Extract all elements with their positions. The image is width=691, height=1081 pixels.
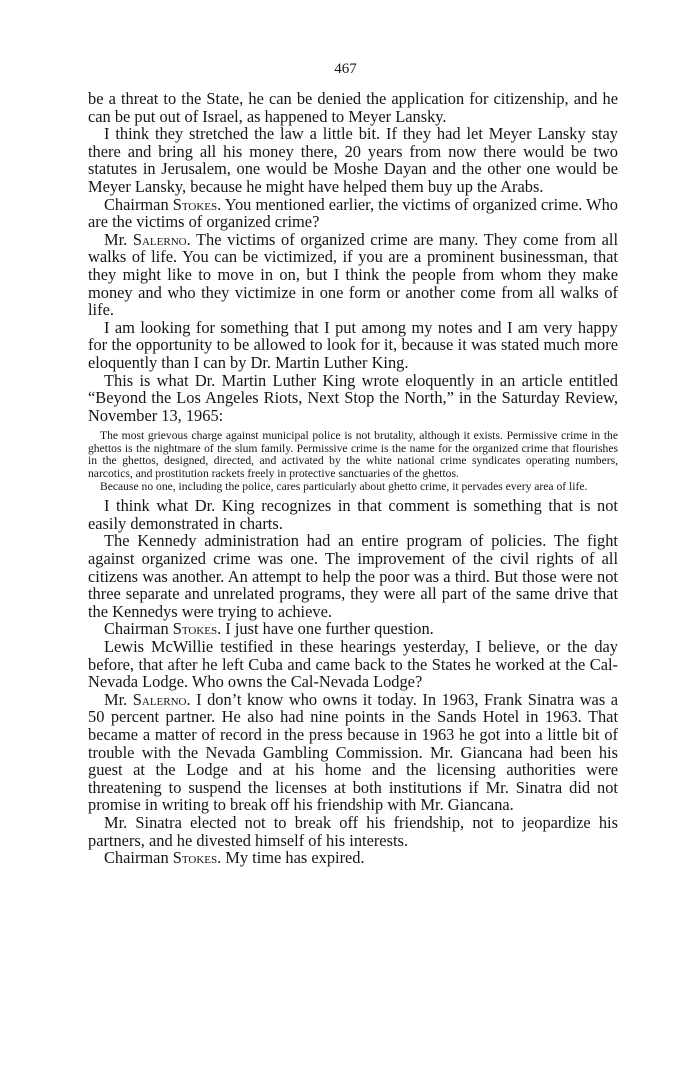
block-quote bbox=[88, 430, 618, 493]
speaker-prefix: Chairman bbox=[104, 194, 173, 214]
paragraph: Chairman Stokes. I just have one further question. bbox=[104, 619, 434, 639]
paragraph: This is what Dr. Martin Luther King wrote eloquently in an article entitled “Beyond the Los Angeles Riots, Next Stop the North,” in the Saturday Review, November 13, 1965: bbox=[88, 370, 618, 425]
speaker-name: Salerno. bbox=[132, 689, 191, 709]
paragraph: I think they stretched the law a little bit. If they had let Meyer Lansky stay there and bring all his money there, 20 years from now there would be two statutes in Jerusalem, one would be Moshe Dayan and the other one would be Meyer Lansky, because he might have helped them buy up the Arabs. bbox=[88, 124, 618, 196]
speaker-name: Stokes. bbox=[172, 619, 222, 639]
paragraph: Chairman Stokes. My time has expired. bbox=[104, 848, 365, 868]
quote-paragraph: The most grievous charge against municipal police is not brutality, although it exists. Permissive crime in the ghettos is the nightmare of the slum family. Permissive crime is the name for the organized crime that flourishes in the ghettos, designed, directed, and activated by the white national crime syndicates operating numbers, narcotics, and prostitution rackets freely in protective sanctuaries of the ghettos. bbox=[88, 429, 618, 481]
paragraph: I am looking for something that I put among my notes and I am very happy for the opportunity to be allowed to look for it, because it was stated much more eloquently than I can by Dr. Martin Luther King. bbox=[88, 317, 618, 372]
paragraph: The Kennedy administration had an entire program of policies. The fight against organized crime was one. The improvement of the civil rights of all citizens was another. An attempt to help the poor was a third. But those were not three separate and unrelated programs, they were all part of the same drive that the Kennedys were trying to achieve. bbox=[88, 531, 618, 621]
speaker-prefix: Chairman bbox=[104, 619, 173, 639]
speaker-prefix: Mr. bbox=[104, 229, 133, 249]
paragraph: Mr. Salerno. The victims of organized crime are many. They come from all walks of life. You can be victimized, if you are a prominent businessman, that they might like to move in on, but I think the people from whom they make money and who they victimize in one form or another come from all walks of life. bbox=[88, 229, 618, 320]
paragraph: Lewis McWillie testified in these hearings yesterday, I believe, or the day before, that after he left Cuba and came back to the States he worked at the Cal-Nevada Lodge. Who owns the Cal-Nevada Lodge? bbox=[88, 637, 618, 692]
page-number: 467 bbox=[334, 61, 357, 77]
speaker-name: Stokes. bbox=[172, 194, 222, 214]
speaker-prefix: Chairman bbox=[104, 848, 173, 868]
paragraph: Chairman Stokes. You mentioned earlier, the victims of organized crime. Who are the victims of organized crime? bbox=[88, 194, 618, 232]
speaker-name: Salerno. bbox=[132, 229, 191, 249]
speaker-name: Stokes. bbox=[172, 848, 222, 868]
paragraph: I think what Dr. King recognizes in that comment is something that is not easily demonstrated in charts. bbox=[88, 496, 618, 533]
quote-paragraph: Because no one, including the police, cares particularly about ghetto crime, it pervades every area of life. bbox=[100, 479, 588, 493]
paragraph: Mr. Sinatra elected not to break off his friendship, not to jeopardize his partners, and he divested himself of his interests. bbox=[88, 812, 618, 850]
text-column bbox=[88, 90, 618, 867]
paragraph: Mr. Salerno. I don’t know who owns it today. In 1963, Frank Sinatra was a 50 percent partner. He also had nine points in the Sands Hotel in 1963. That became a matter of record in the press because in 1963 he got into a little bit of trouble with the Nevada Gambling Commission. Mr. Giancana had been his guest at the Lodge and at his home and the licensing authorities were threatening to suspend the licenses at both institutions if Mr. Sinatra did not promise in writing to break off his friendship with Mr. Giancana. bbox=[88, 689, 618, 815]
speaker-prefix: Mr. bbox=[104, 689, 133, 709]
paragraph: be a threat to the State, he can be denied the application for citizenship, and he can be put out of Israel, as happened to Meyer Lansky. bbox=[88, 89, 618, 126]
